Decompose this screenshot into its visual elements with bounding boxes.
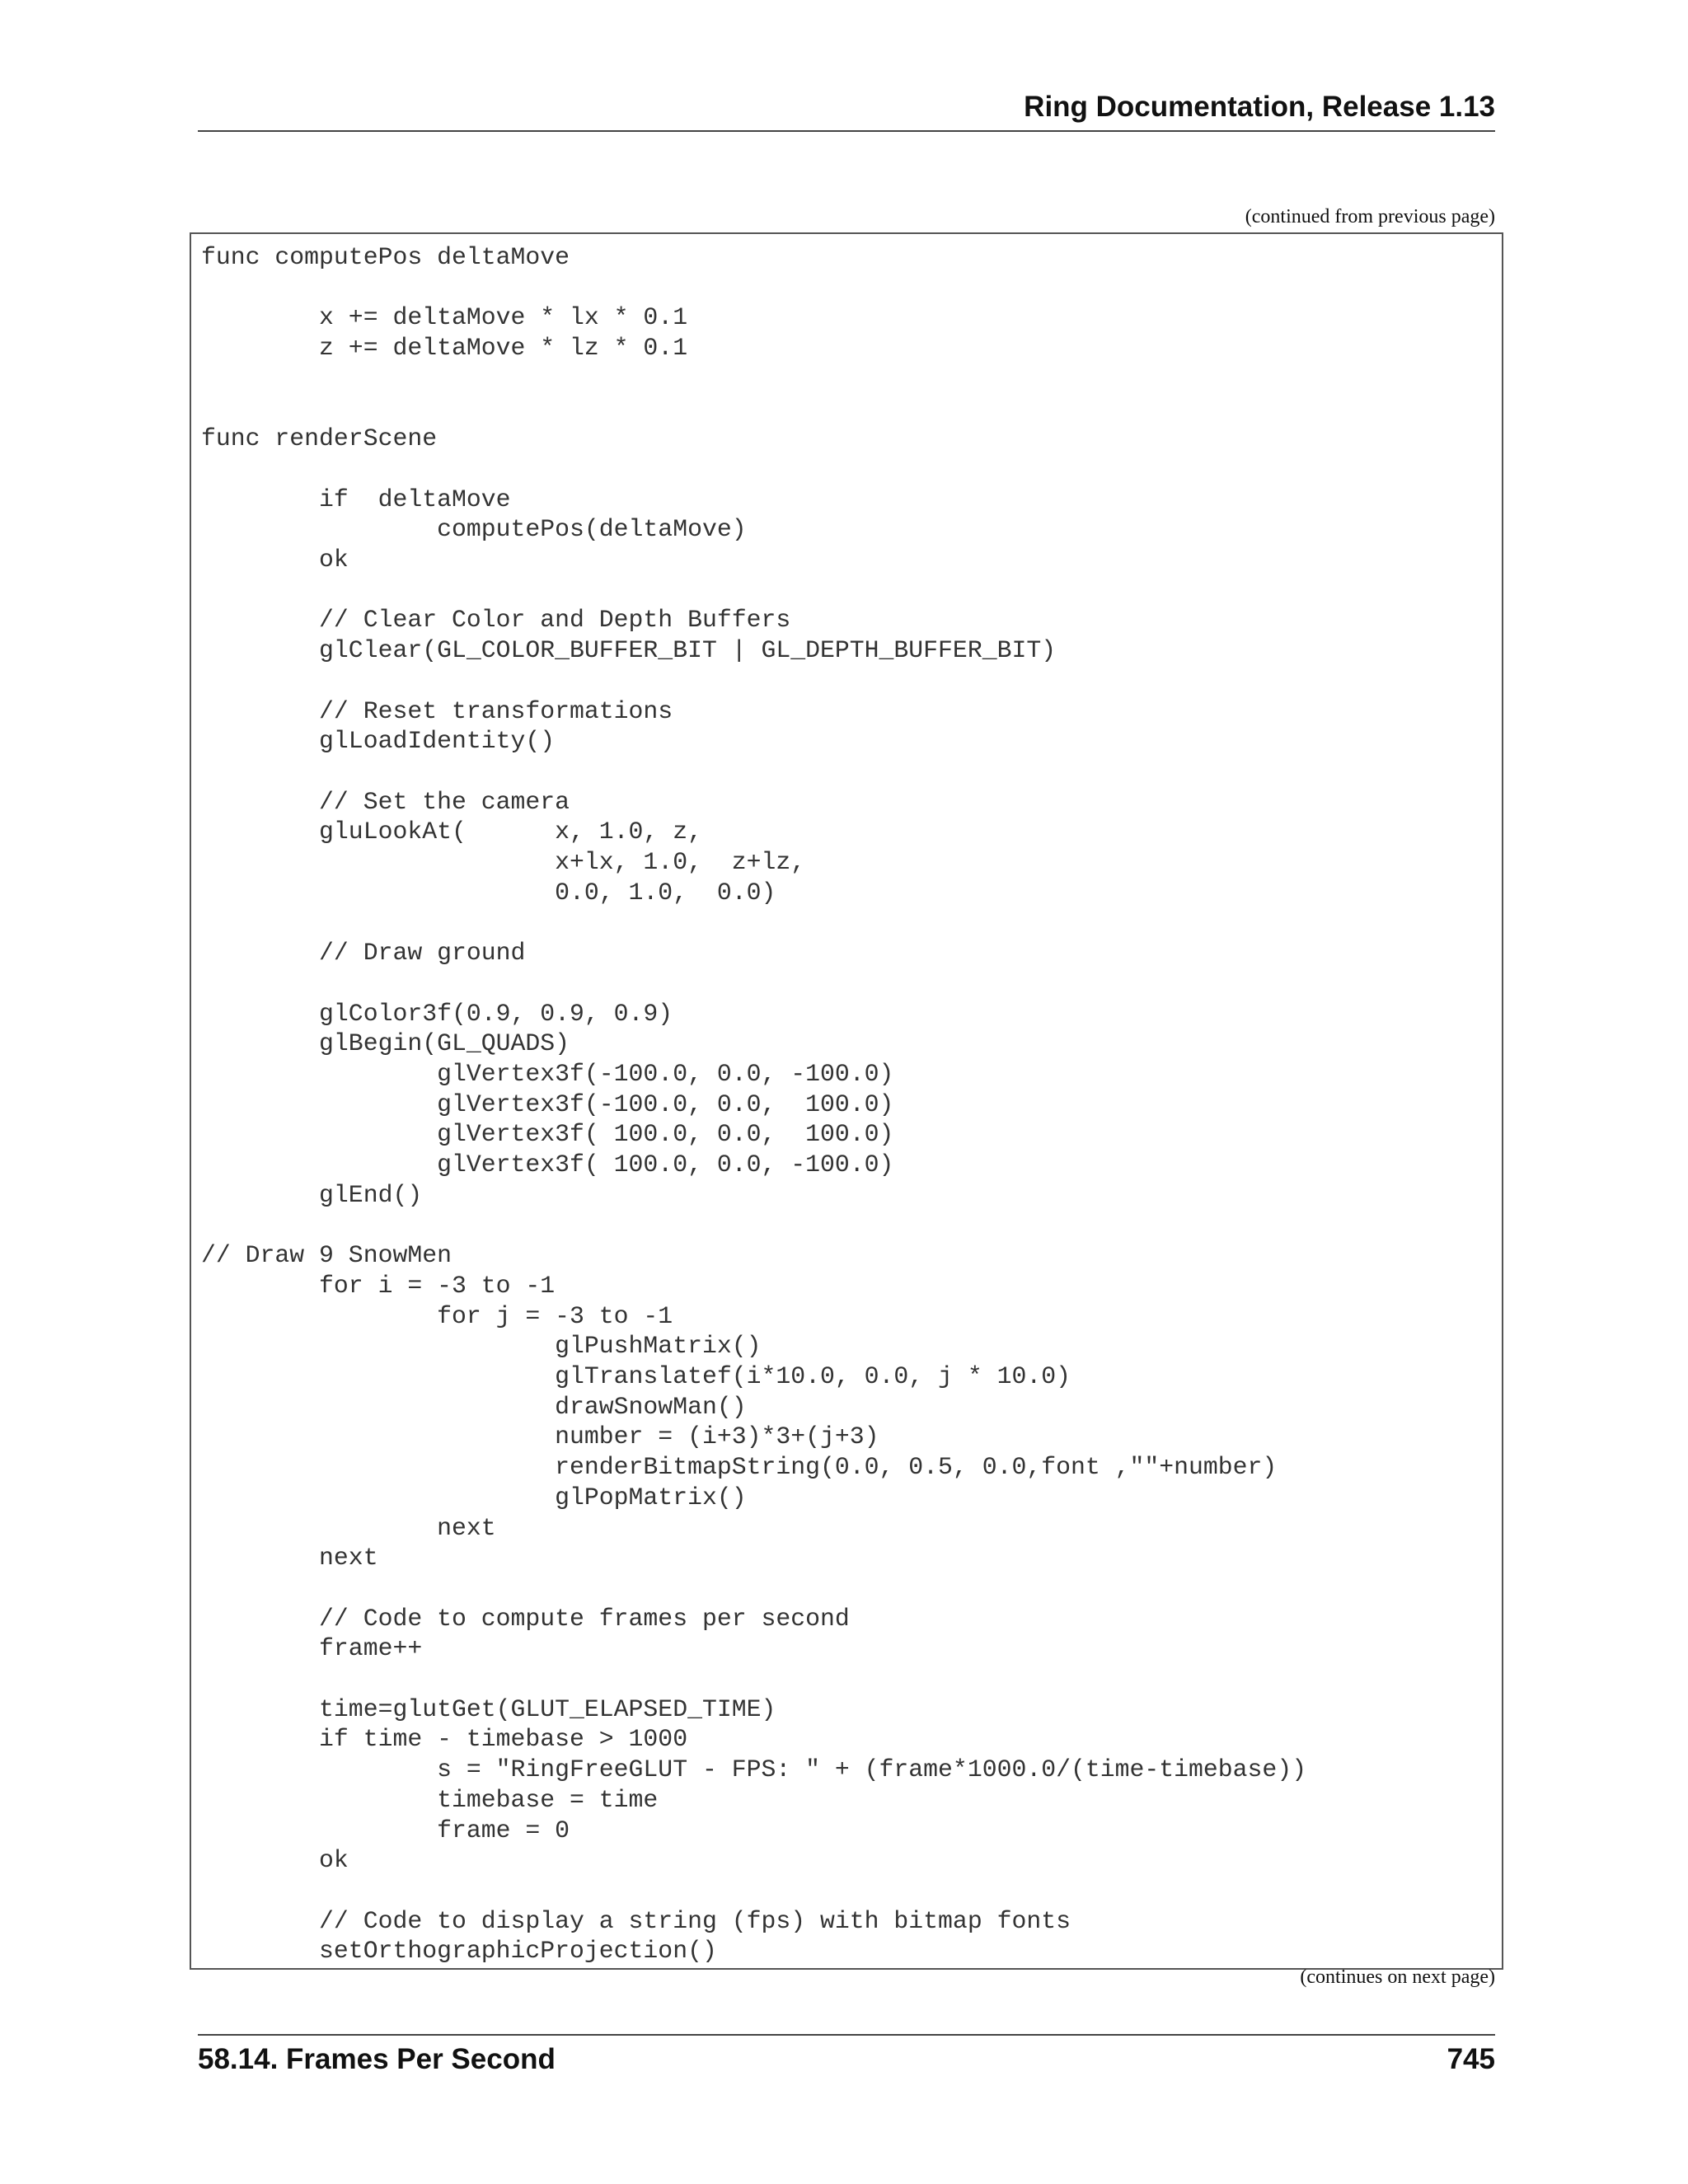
continues-on-next-note: (continues on next page) xyxy=(1300,1966,1495,1988)
footer-page-number: 745 xyxy=(1447,2043,1495,2075)
footer-section-title: 58.14. Frames Per Second xyxy=(198,2043,556,2075)
page-header-title: Ring Documentation, Release 1.13 xyxy=(1024,91,1495,123)
code-listing: func computePos deltaMove x += deltaMove * lx * 0.1 z += deltaMove * lz * 0.1 func renderScene if deltaMove computePos(deltaMove) ok // Clear Color and Depth Buffers glClear(GL_COLOR_BUFFER_BIT | GL_DEPTH_BUFFER_BIT) // Reset transformations glLoadIdentity() // Set the camera gluLookAt( x, 1.0, z, x+lx, 1.0, z+lz, 0.0, 1.0, 0.0) // Draw ground glColor3f(0.9, 0.9, 0.9) glBegin(GL_QUADS) glVertex3f(-100.0, 0.0, -100.0) glVertex3f(-100.0, 0.0, 100.0) glVertex3f( 100.0, 0.0, 100.0) glVertex3f( 100.0, 0.0, -100.0) glEnd() // Draw 9 SnowMen for i = -3 to -1 for j = -3 to -1 glPushMatrix() glTranslatef(i*10.0, 0.0, j * 10.0) drawSnowMan() number = (i+3)*3+(j+3) renderBitmapString(0.0, 0.5, 0.0,font ,""+number) glPopMatrix() next next // Code to compute frames per second frame++ time=glutGet(GLUT_ELAPSED_TIME) if time - timebase > 1000 s = "RingFreeGLUT - FPS: " + (frame*1000.0/(time-timebase)) timebase = time frame = 0 ok // Code to display a string (fps) with bitmap fonts setOrthographicProjection() xyxy=(201,243,1307,1966)
header-divider xyxy=(198,130,1495,132)
footer-divider xyxy=(198,2034,1495,2036)
code-block-container xyxy=(190,232,1503,1970)
continued-from-previous-note: (continued from previous page) xyxy=(1245,206,1495,227)
